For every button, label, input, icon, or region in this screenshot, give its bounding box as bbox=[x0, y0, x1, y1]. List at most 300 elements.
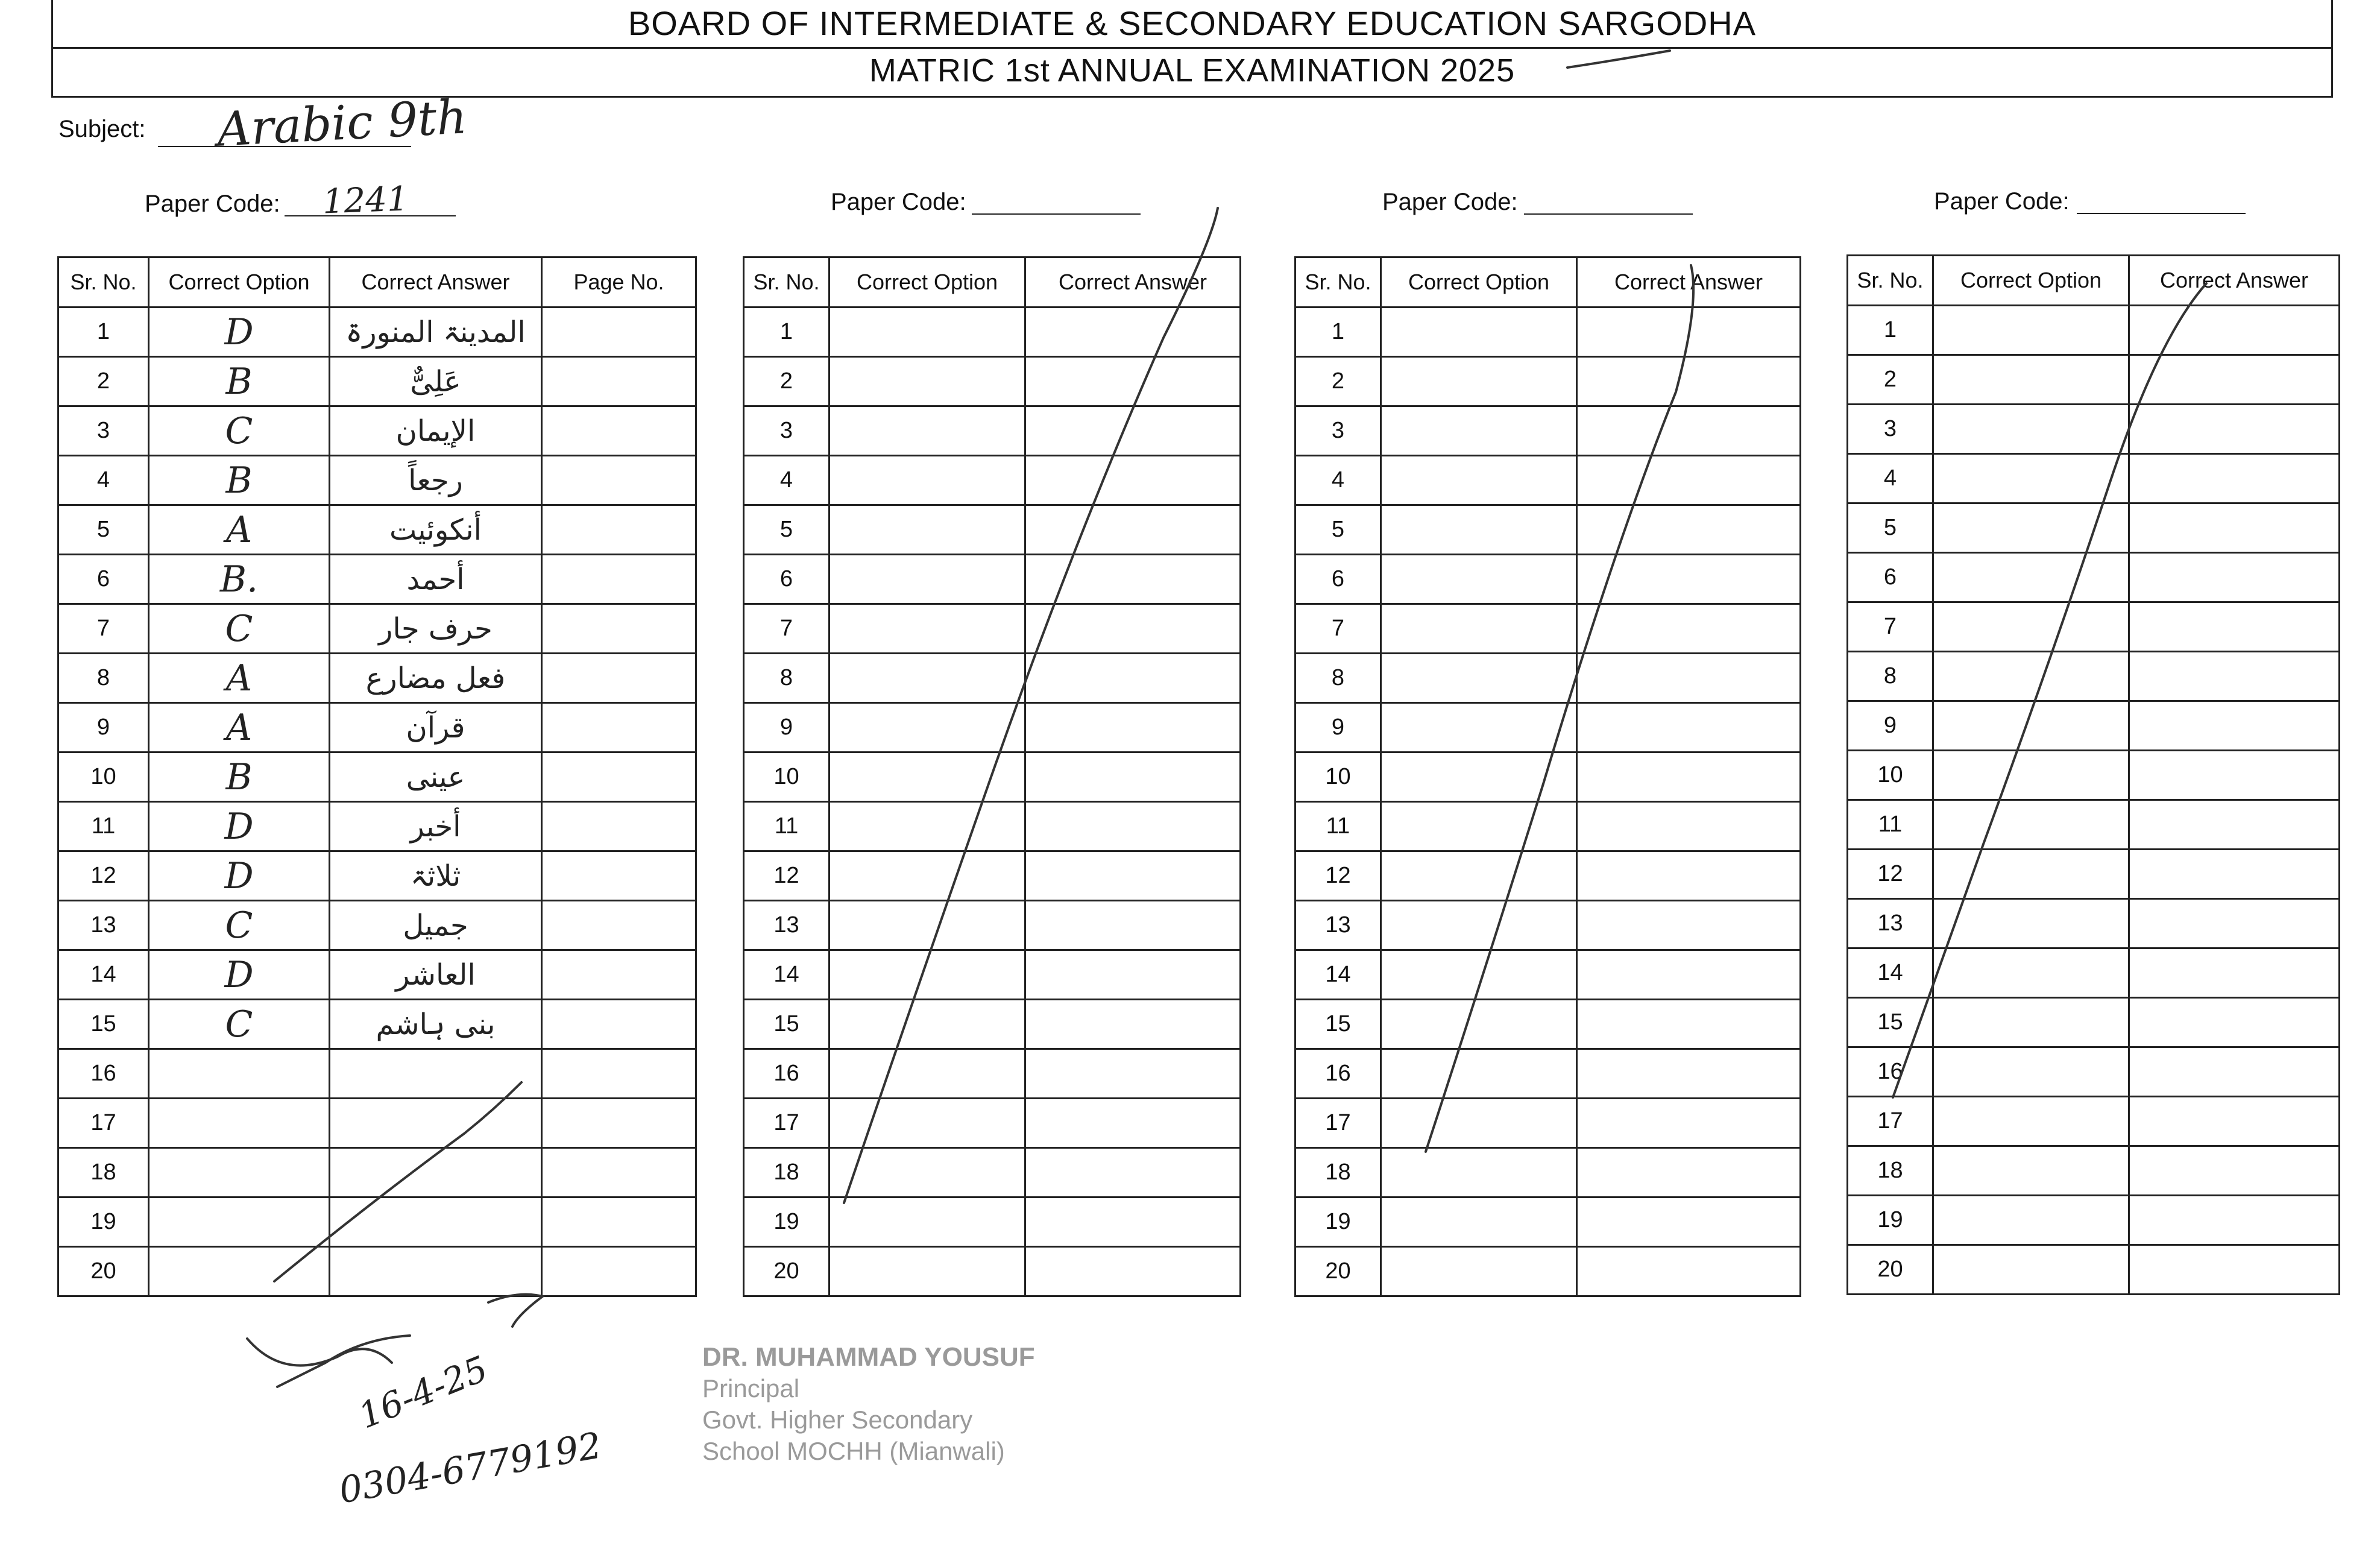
table-row bbox=[1848, 751, 2340, 800]
stamp-name: DR. MUHAMMAD YOUSUF bbox=[702, 1342, 1035, 1372]
correct-option-cell bbox=[1381, 1148, 1577, 1197]
page-no-cell bbox=[542, 308, 696, 357]
table-row bbox=[58, 950, 696, 1000]
sr-no-cell: 2 bbox=[58, 357, 149, 406]
sr-no-cell: 13 bbox=[1295, 901, 1381, 950]
correct-answer-cell: قرآن bbox=[330, 703, 542, 753]
table-row bbox=[58, 357, 696, 406]
sr-no-cell: 2 bbox=[1295, 357, 1381, 406]
sr-no-cell: 15 bbox=[744, 1000, 830, 1049]
correct-answer-cell: الإیمان bbox=[330, 406, 542, 456]
page-no-cell bbox=[542, 604, 696, 654]
correct-option-cell bbox=[830, 1099, 1025, 1148]
page-no-cell bbox=[542, 505, 696, 555]
correct-option-cell bbox=[1933, 405, 2129, 454]
correct-option-cell bbox=[1933, 1245, 2129, 1295]
sr-no-cell: 16 bbox=[1295, 1049, 1381, 1099]
correct-option-cell bbox=[149, 1049, 330, 1099]
correct-answer-cell bbox=[2129, 503, 2340, 553]
sr-no-cell: 20 bbox=[58, 1247, 149, 1296]
correct-answer-cell bbox=[1025, 753, 1241, 802]
sr-no-cell: 16 bbox=[744, 1049, 830, 1099]
correct-option-cell bbox=[1381, 1197, 1577, 1247]
correct-answer-cell bbox=[1025, 456, 1241, 505]
correct-answer-cell: حرف جار bbox=[330, 604, 542, 654]
sr-no-cell: 13 bbox=[744, 901, 830, 950]
answer-table-1 bbox=[57, 256, 697, 1297]
correct-option-cell bbox=[149, 1099, 330, 1148]
sr-no-cell: 6 bbox=[744, 555, 830, 604]
page-no-cell bbox=[542, 456, 696, 505]
sr-no-cell: 19 bbox=[1295, 1197, 1381, 1247]
correct-option-cell bbox=[1381, 357, 1577, 406]
table-row bbox=[58, 1049, 696, 1099]
table-row bbox=[1295, 357, 1801, 406]
paper-code-line-4 bbox=[2077, 213, 2246, 214]
correct-answer-cell: عینی bbox=[330, 753, 542, 802]
correct-option-cell bbox=[830, 1197, 1025, 1247]
correct-option-cell: D bbox=[149, 950, 330, 1000]
table-row bbox=[1848, 602, 2340, 652]
correct-answer-cell: أحمد bbox=[330, 555, 542, 604]
sr-no-cell: 18 bbox=[1295, 1148, 1381, 1197]
principal-stamp bbox=[702, 1342, 1035, 1467]
table-row bbox=[1295, 1197, 1801, 1247]
table-row bbox=[744, 851, 1241, 901]
correct-answer-cell: بنی ہاشم bbox=[330, 1000, 542, 1049]
table-row bbox=[744, 1000, 1241, 1049]
table-row bbox=[1848, 306, 2340, 355]
paper-code-value-1: 1241 bbox=[321, 179, 409, 222]
table-row bbox=[58, 308, 696, 357]
correct-option-cell bbox=[1933, 602, 2129, 652]
sr-no-cell: 14 bbox=[1848, 948, 1933, 998]
table-row bbox=[1848, 355, 2340, 405]
sr-no-cell: 15 bbox=[58, 1000, 149, 1049]
col-page-no: Page No. bbox=[542, 257, 696, 308]
correct-answer-cell bbox=[1577, 308, 1801, 357]
sr-no-cell: 2 bbox=[1848, 355, 1933, 405]
sr-no-cell: 5 bbox=[58, 505, 149, 555]
sr-no-cell: 8 bbox=[1295, 654, 1381, 703]
correct-answer-cell bbox=[2129, 751, 2340, 800]
correct-answer-cell bbox=[1025, 505, 1241, 555]
correct-option-cell bbox=[830, 308, 1025, 357]
correct-option-cell bbox=[1933, 306, 2129, 355]
correct-option-cell bbox=[830, 901, 1025, 950]
correct-option-cell bbox=[1933, 1196, 2129, 1245]
correct-answer-cell bbox=[1025, 1099, 1241, 1148]
answer-table-3 bbox=[1294, 256, 1801, 1297]
sr-no-cell: 3 bbox=[1295, 406, 1381, 456]
correct-option-cell bbox=[830, 357, 1025, 406]
correct-option-cell bbox=[1381, 308, 1577, 357]
table-row bbox=[58, 802, 696, 851]
table-row bbox=[58, 753, 696, 802]
table-row bbox=[744, 753, 1241, 802]
sr-no-cell: 9 bbox=[1295, 703, 1381, 753]
correct-answer-cell bbox=[1577, 851, 1801, 901]
table-row bbox=[744, 308, 1241, 357]
correct-option-cell bbox=[1381, 1049, 1577, 1099]
table-row bbox=[58, 1247, 696, 1296]
paper-code-line-2 bbox=[972, 213, 1141, 215]
correct-answer-cell: العاشر bbox=[330, 950, 542, 1000]
sr-no-cell: 7 bbox=[1848, 602, 1933, 652]
correct-answer-cell bbox=[330, 1148, 542, 1197]
sr-no-cell: 12 bbox=[58, 851, 149, 901]
correct-answer-cell bbox=[330, 1049, 542, 1099]
correct-option-cell bbox=[1933, 553, 2129, 602]
sr-no-cell: 1 bbox=[58, 308, 149, 357]
correct-answer-cell bbox=[330, 1247, 542, 1296]
correct-option-cell bbox=[1933, 355, 2129, 405]
sr-no-cell: 4 bbox=[58, 456, 149, 505]
sr-no-cell: 19 bbox=[1848, 1196, 1933, 1245]
correct-answer-cell bbox=[1025, 406, 1241, 456]
correct-option-cell bbox=[1381, 654, 1577, 703]
correct-answer-cell bbox=[2129, 948, 2340, 998]
correct-option-cell bbox=[1381, 604, 1577, 654]
correct-option-cell bbox=[149, 1247, 330, 1296]
correct-option-cell bbox=[830, 1148, 1025, 1197]
correct-option-cell: A bbox=[149, 703, 330, 753]
page-no-cell bbox=[542, 1099, 696, 1148]
page-no-cell bbox=[542, 802, 696, 851]
correct-answer-cell: جمیل bbox=[330, 901, 542, 950]
correct-option-cell bbox=[1933, 701, 2129, 751]
sr-no-cell: 10 bbox=[1295, 753, 1381, 802]
table-row bbox=[1848, 701, 2340, 751]
sr-no-cell: 14 bbox=[58, 950, 149, 1000]
correct-answer-cell: أخبر bbox=[330, 802, 542, 851]
table-row bbox=[58, 1000, 696, 1049]
sr-no-cell: 18 bbox=[58, 1148, 149, 1197]
correct-option-cell bbox=[830, 456, 1025, 505]
table-row bbox=[1848, 405, 2340, 454]
table-row bbox=[1848, 652, 2340, 701]
correct-option-cell bbox=[1933, 800, 2129, 850]
correct-answer-cell bbox=[1025, 357, 1241, 406]
table-row bbox=[744, 505, 1241, 555]
correct-answer-cell bbox=[1025, 851, 1241, 901]
correct-option-cell bbox=[830, 950, 1025, 1000]
table-row bbox=[744, 357, 1241, 406]
sr-no-cell: 4 bbox=[1848, 454, 1933, 503]
correct-option-cell bbox=[830, 1049, 1025, 1099]
correct-answer-cell bbox=[1025, 1247, 1241, 1296]
board-title: BOARD OF INTERMEDIATE & SECONDARY EDUCATION SARGODHA bbox=[628, 4, 1757, 42]
correct-option-cell bbox=[830, 1247, 1025, 1296]
table-row bbox=[1848, 454, 2340, 503]
sr-no-cell: 20 bbox=[744, 1247, 830, 1296]
table-row bbox=[58, 406, 696, 456]
correct-answer-cell bbox=[1577, 901, 1801, 950]
correct-answer-cell bbox=[2129, 701, 2340, 751]
table-row bbox=[1295, 1247, 1801, 1296]
sr-no-cell: 1 bbox=[1848, 306, 1933, 355]
correct-option-cell bbox=[1381, 851, 1577, 901]
sr-no-cell: 4 bbox=[744, 456, 830, 505]
table-row bbox=[58, 505, 696, 555]
correct-option-cell bbox=[830, 1000, 1025, 1049]
sr-no-cell: 2 bbox=[744, 357, 830, 406]
correct-option-cell bbox=[1933, 454, 2129, 503]
correct-option-cell bbox=[1933, 751, 2129, 800]
correct-answer-cell bbox=[2129, 652, 2340, 701]
sr-no-cell: 12 bbox=[1848, 850, 1933, 899]
table-row bbox=[58, 1148, 696, 1197]
table-row bbox=[1848, 850, 2340, 899]
table-row bbox=[744, 1148, 1241, 1197]
paper-code-label-3: Paper Code: bbox=[1382, 189, 1518, 215]
sr-no-cell: 11 bbox=[744, 802, 830, 851]
sr-no-cell: 20 bbox=[1848, 1245, 1933, 1295]
correct-option-cell: C bbox=[149, 901, 330, 950]
correct-answer-cell bbox=[2129, 306, 2340, 355]
correct-option-cell bbox=[149, 1148, 330, 1197]
paper-code-label-4: Paper Code: bbox=[1934, 188, 2070, 215]
correct-option-cell bbox=[1381, 1099, 1577, 1148]
correct-option-cell bbox=[1381, 901, 1577, 950]
correct-answer-cell bbox=[1577, 456, 1801, 505]
page-no-cell bbox=[542, 357, 696, 406]
col-sr-no: Sr. No. bbox=[1848, 256, 1933, 306]
table-row bbox=[1295, 308, 1801, 357]
paper-code-label-2: Paper Code: bbox=[831, 189, 966, 215]
sr-no-cell: 13 bbox=[58, 901, 149, 950]
answer-table-4 bbox=[1846, 254, 2340, 1295]
table-row bbox=[58, 1197, 696, 1247]
table-row bbox=[744, 406, 1241, 456]
table-row bbox=[1295, 1000, 1801, 1049]
correct-option-cell: D bbox=[149, 308, 330, 357]
correct-option-cell bbox=[1933, 1047, 2129, 1097]
sr-no-cell: 13 bbox=[1848, 899, 1933, 948]
correct-option-cell bbox=[1933, 948, 2129, 998]
correct-option-cell bbox=[830, 555, 1025, 604]
page-no-cell bbox=[542, 1049, 696, 1099]
table-row bbox=[744, 950, 1241, 1000]
page-no-cell bbox=[542, 1197, 696, 1247]
correct-answer-cell bbox=[1577, 1197, 1801, 1247]
table-row bbox=[744, 901, 1241, 950]
page-no-cell bbox=[542, 406, 696, 456]
sr-no-cell: 1 bbox=[744, 308, 830, 357]
sr-no-cell: 8 bbox=[58, 654, 149, 703]
sr-no-cell: 8 bbox=[1848, 652, 1933, 701]
table-row bbox=[1848, 503, 2340, 553]
sr-no-cell: 3 bbox=[58, 406, 149, 456]
sr-no-cell: 18 bbox=[1848, 1146, 1933, 1196]
sr-no-cell: 3 bbox=[744, 406, 830, 456]
correct-answer-cell bbox=[1577, 555, 1801, 604]
correct-answer-cell bbox=[2129, 602, 2340, 652]
correct-answer-cell bbox=[1577, 1000, 1801, 1049]
table-row bbox=[1848, 1047, 2340, 1097]
correct-option-cell bbox=[1933, 998, 2129, 1047]
sr-no-cell: 9 bbox=[58, 703, 149, 753]
correct-option-cell: C bbox=[149, 406, 330, 456]
signature-date: 16-4-25 bbox=[353, 1348, 494, 1437]
correct-answer-cell bbox=[2129, 1047, 2340, 1097]
correct-answer-cell bbox=[2129, 800, 2340, 850]
correct-answer-cell bbox=[1577, 1049, 1801, 1099]
correct-answer-cell bbox=[2129, 355, 2340, 405]
table-row bbox=[1848, 1146, 2340, 1196]
sr-no-cell: 17 bbox=[744, 1099, 830, 1148]
correct-answer-cell bbox=[1025, 950, 1241, 1000]
col-correct-option: Correct Option bbox=[1381, 257, 1577, 308]
table-row bbox=[1295, 1099, 1801, 1148]
table-row bbox=[744, 1247, 1241, 1296]
sr-no-cell: 11 bbox=[1848, 800, 1933, 850]
correct-answer-cell bbox=[2129, 454, 2340, 503]
correct-option-cell bbox=[1933, 1146, 2129, 1196]
correct-option-cell bbox=[830, 753, 1025, 802]
correct-option-cell bbox=[1381, 802, 1577, 851]
table-row bbox=[1295, 654, 1801, 703]
correct-answer-cell: رجعاً bbox=[330, 456, 542, 505]
correct-answer-cell bbox=[330, 1099, 542, 1148]
sr-no-cell: 17 bbox=[1295, 1099, 1381, 1148]
page-no-cell bbox=[542, 753, 696, 802]
correct-answer-cell bbox=[1025, 604, 1241, 654]
correct-answer-cell bbox=[1025, 654, 1241, 703]
correct-answer-cell bbox=[2129, 998, 2340, 1047]
correct-answer-cell bbox=[1577, 950, 1801, 1000]
col-correct-answer: Correct Answer bbox=[1025, 257, 1241, 308]
sr-no-cell: 14 bbox=[744, 950, 830, 1000]
correct-answer-cell bbox=[1025, 1148, 1241, 1197]
correct-option-cell bbox=[1381, 456, 1577, 505]
page-no-cell bbox=[542, 1148, 696, 1197]
correct-answer-cell bbox=[1577, 1099, 1801, 1148]
correct-option-cell bbox=[1381, 406, 1577, 456]
table-row bbox=[1295, 901, 1801, 950]
table-row bbox=[744, 456, 1241, 505]
table-row bbox=[1295, 555, 1801, 604]
table-row bbox=[58, 851, 696, 901]
correct-option-cell bbox=[1933, 652, 2129, 701]
col-sr-no: Sr. No. bbox=[58, 257, 149, 308]
signature-scrawl bbox=[247, 1336, 410, 1387]
correct-option-cell bbox=[1933, 503, 2129, 553]
table-row bbox=[1295, 753, 1801, 802]
table-row bbox=[744, 604, 1241, 654]
sr-no-cell: 3 bbox=[1848, 405, 1933, 454]
page-no-cell bbox=[542, 654, 696, 703]
correct-answer-cell bbox=[1025, 1197, 1241, 1247]
correct-option-cell bbox=[1381, 505, 1577, 555]
table-row bbox=[744, 1099, 1241, 1148]
paper-code-label-1: Paper Code: bbox=[145, 191, 280, 217]
sr-no-cell: 5 bbox=[744, 505, 830, 555]
correct-answer-cell bbox=[330, 1197, 542, 1247]
correct-option-cell bbox=[1381, 555, 1577, 604]
col-correct-answer: Correct Answer bbox=[1577, 257, 1801, 308]
correct-answer-cell: المدینۃ المنورۃ bbox=[330, 308, 542, 357]
correct-answer-cell bbox=[1577, 802, 1801, 851]
table-row bbox=[58, 901, 696, 950]
page-no-cell bbox=[542, 901, 696, 950]
table-row bbox=[1848, 998, 2340, 1047]
correct-answer-cell: فعل مضارع bbox=[330, 654, 542, 703]
correct-answer-cell bbox=[1577, 505, 1801, 555]
correct-answer-cell bbox=[2129, 1097, 2340, 1146]
table-row bbox=[1848, 553, 2340, 602]
col-correct-option: Correct Option bbox=[830, 257, 1025, 308]
correct-option-cell: A bbox=[149, 505, 330, 555]
correct-answer-cell bbox=[2129, 553, 2340, 602]
sr-no-cell: 12 bbox=[1295, 851, 1381, 901]
correct-option-cell: B bbox=[149, 357, 330, 406]
correct-option-cell bbox=[1381, 703, 1577, 753]
sr-no-cell: 10 bbox=[58, 753, 149, 802]
sr-no-cell: 20 bbox=[1295, 1247, 1381, 1296]
correct-answer-cell bbox=[1025, 308, 1241, 357]
sr-no-cell: 17 bbox=[58, 1099, 149, 1148]
correct-option-cell: B bbox=[149, 456, 330, 505]
correct-answer-cell bbox=[1577, 1148, 1801, 1197]
page-no-cell bbox=[542, 703, 696, 753]
table-row bbox=[58, 654, 696, 703]
table-row bbox=[58, 1099, 696, 1148]
sr-no-cell: 8 bbox=[744, 654, 830, 703]
table-row bbox=[1848, 800, 2340, 850]
correct-answer-cell: أنکوئیت bbox=[330, 505, 542, 555]
correct-answer-cell bbox=[1577, 654, 1801, 703]
table-row bbox=[1848, 1196, 2340, 1245]
correct-option-cell bbox=[1381, 753, 1577, 802]
exam-title: MATRIC 1st ANNUAL EXAMINATION 2025 bbox=[869, 52, 1516, 89]
sr-no-cell: 15 bbox=[1848, 998, 1933, 1047]
table-row bbox=[744, 703, 1241, 753]
correct-answer-cell: عَلِیٌّ bbox=[330, 357, 542, 406]
correct-answer-cell bbox=[1577, 604, 1801, 654]
stamp-line-1: Govt. Higher Secondary bbox=[702, 1406, 973, 1434]
table-row bbox=[1295, 604, 1801, 654]
col-correct-answer: Correct Answer bbox=[2129, 256, 2340, 306]
answer-table-2 bbox=[743, 256, 1241, 1297]
table-row bbox=[744, 1197, 1241, 1247]
correct-option-cell: A bbox=[149, 654, 330, 703]
correct-option-cell bbox=[1933, 850, 2129, 899]
sr-no-cell: 11 bbox=[1295, 802, 1381, 851]
correct-answer-cell bbox=[1025, 1049, 1241, 1099]
table-row bbox=[58, 456, 696, 505]
correct-answer-cell: ثلاثۃ bbox=[330, 851, 542, 901]
table-row bbox=[744, 555, 1241, 604]
stamp-title: Principal bbox=[702, 1374, 800, 1403]
col-correct-option: Correct Option bbox=[149, 257, 330, 308]
correct-option-cell: D bbox=[149, 851, 330, 901]
correct-option-cell bbox=[830, 654, 1025, 703]
correct-option-cell bbox=[1381, 1247, 1577, 1296]
table-row bbox=[1848, 1245, 2340, 1295]
page-no-cell bbox=[542, 555, 696, 604]
correct-answer-cell bbox=[1577, 753, 1801, 802]
page-no-cell bbox=[542, 950, 696, 1000]
correct-option-cell bbox=[1933, 1097, 2129, 1146]
sr-no-cell: 16 bbox=[1848, 1047, 1933, 1097]
header-divider bbox=[51, 47, 2333, 49]
sr-no-cell: 4 bbox=[1295, 456, 1381, 505]
subject-value: Arabic 9th bbox=[215, 90, 468, 157]
sr-no-cell: 7 bbox=[744, 604, 830, 654]
stamp-line-2: School MOCHH (Mianwali) bbox=[702, 1437, 1005, 1465]
table-row bbox=[1295, 851, 1801, 901]
